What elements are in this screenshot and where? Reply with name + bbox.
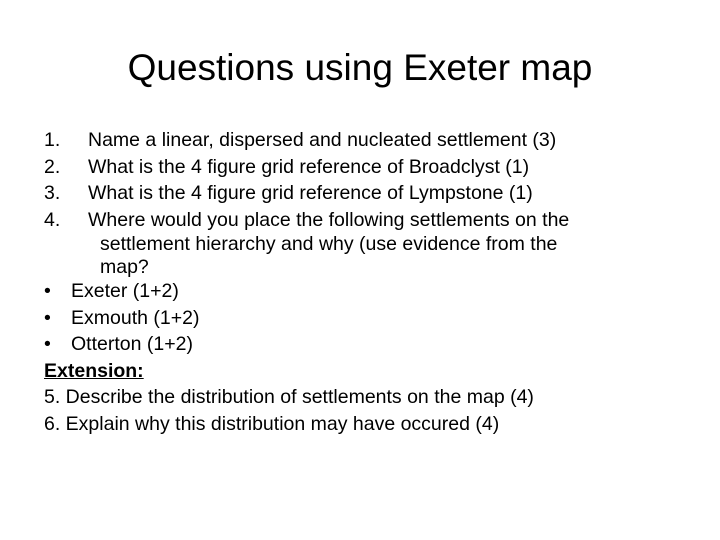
bullet-icon: • xyxy=(44,333,51,355)
question-text: What is the 4 figure grid reference of Lympstone (1) xyxy=(88,182,533,204)
question-number: 2. xyxy=(44,155,61,178)
question-2 xyxy=(44,154,684,181)
question-4 xyxy=(44,207,684,279)
settlement-bullet xyxy=(44,278,684,305)
question-text-continued: map? xyxy=(100,255,149,278)
bullet-icon: • xyxy=(44,306,51,329)
settlement-bullet xyxy=(44,331,684,358)
question-number: 1. xyxy=(44,129,61,151)
extension-question-5: 5. Describe the distribution of settlements on the map (4) xyxy=(44,386,534,408)
question-3 xyxy=(44,180,684,207)
extension-heading: Extension: xyxy=(44,359,144,382)
question-text: What is the 4 figure grid reference of Broadclyst (1) xyxy=(88,155,530,178)
question-number: 4. xyxy=(44,208,61,231)
extension-question-6: 6. Explain why this distribution may have occured (4) xyxy=(44,412,500,435)
question-1 xyxy=(44,127,684,154)
bullet-text: Exmouth (1+2) xyxy=(71,306,200,329)
bullet-text: Exeter (1+2) xyxy=(71,280,179,302)
bullet-icon: • xyxy=(44,280,51,302)
settlement-bullet xyxy=(44,305,684,332)
bullet-text: Otterton (1+2) xyxy=(71,333,193,355)
question-text: Where would you place the following settlements on the xyxy=(88,208,570,231)
slide-body xyxy=(44,127,684,437)
question-text: Name a linear, dispersed and nucleated settlement (3) xyxy=(88,129,557,151)
question-text-continued: settlement hierarchy and why (use evidence from the xyxy=(100,233,558,255)
slide-title: Questions using Exeter map xyxy=(127,47,593,88)
extension-heading-row xyxy=(44,358,684,385)
question-number: 3. xyxy=(44,182,61,204)
